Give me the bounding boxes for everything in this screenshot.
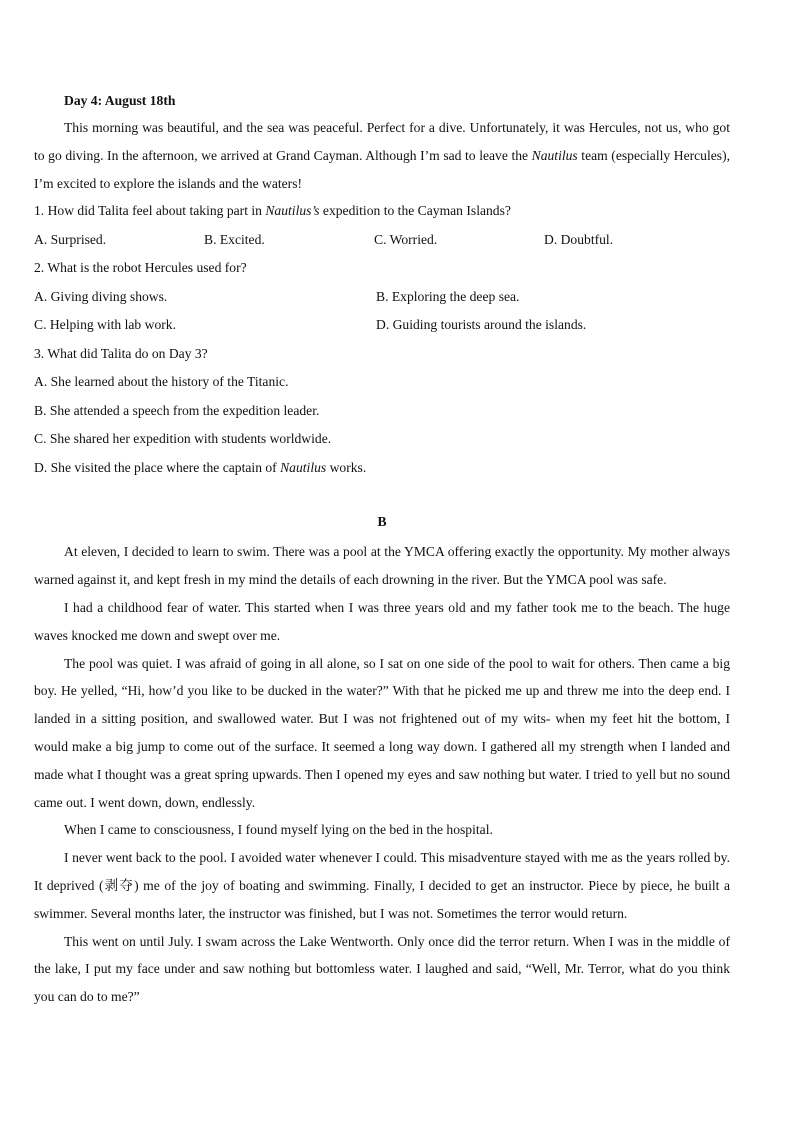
option-b[interactable]: B. Exploring the deep sea. [376, 288, 520, 304]
question-1 [34, 197, 730, 254]
passage-b-paragraph: This went on until July. I swam across the Lake Wentworth. Only once did the terror return. When I was in the middle of the lake, I put my face under and saw nothing but bottomless water. I laughed and said, “Well, Mr. Terror, what do you think you can do to me?” [34, 933, 730, 1005]
passage-b-paragraph: At eleven, I decided to learn to swim. There was a pool at the YMCA offering exactly the opportunity. My mother always warned against it, and kept fresh in my mind the details of each drowning in the river. But the YMCA pool was safe. [34, 544, 730, 588]
option-d[interactable]: D. She visited the place where the captain of Nautilus works. [34, 459, 367, 475]
option-c[interactable]: C. Worried. [374, 231, 438, 247]
section-b-title: B [377, 514, 387, 530]
day-heading: Day 4: August 18th [64, 93, 176, 108]
day4-paragraph: This morning was beautiful, and the sea was peaceful. Perfect for a dive. Unfortunately, it was Hercules, not us, who got to go diving. In the afternoon, we arrived at Grand Cayman. Although I’m sad to leave the Nautilus team (especially Hercules), I’m excited to explore the islands and the waters! [34, 120, 730, 191]
question-3 [34, 340, 730, 483]
passage-b-paragraph: The pool was quiet. I was afraid of going in all alone, so I sat on one side of the pool to wait for others. Then came a big boy. He yelled, “Hi, how’d you like to be ducked in the water?” With that he picked me up and threw me into the deep end. I landed in a sitting position, and swallowed water. But I was not frightened out of my wits- when my feet hit the bottom, I would make a big jump to come out of the surface. It seemed a long way down. I gathered all my strength when I landed and made what I thought was a great spring upwards. Then I opened my eyes and saw nothing but water. I tried to yell but no sound came out. I went down, down, endlessly. [34, 655, 730, 810]
option-a[interactable]: A. Giving diving shows. [34, 288, 168, 304]
option-d[interactable]: D. Guiding tourists around the islands. [376, 317, 587, 333]
question-stem: 2. What is the robot Hercules used for? [34, 260, 247, 276]
option-a[interactable]: A. She learned about the history of the Titanic. [34, 374, 289, 390]
option-row [34, 226, 730, 255]
option-a[interactable]: A. Surprised. [34, 231, 107, 247]
question-stem: 1. How did Talita feel about taking part in Nautilus’s expedition to the Cayman Islands? [34, 203, 511, 219]
passage-b-paragraph: I never went back to the pool. I avoided water whenever I could. This misadventure stayed with me as the years rolled by. It deprived (剥夺) me of the joy of boating and swimming. Finally, I decided to get an instructor. Piece by piece, he built a swimmer. Several months later, the instructor was finished, but I was not. Sometimes the terror would return. [34, 850, 730, 921]
option-b[interactable]: B. Excited. [204, 231, 265, 247]
option-b[interactable]: B. She attended a speech from the expedition leader. [34, 402, 320, 418]
question-stem: 3. What did Talita do on Day 3? [34, 345, 208, 361]
option-row [34, 311, 730, 340]
option-c[interactable]: C. She shared her expedition with students worldwide. [34, 431, 332, 447]
question-2 [34, 254, 730, 340]
option-row [34, 283, 730, 312]
passage-b-paragraph: I had a childhood fear of water. This started when I was three years old and my father took me to the beach. The huge waves knocked me down and swept over me. [34, 599, 730, 643]
page-content [34, 88, 730, 1011]
passage-b-paragraph: When I came to consciousness, I found myself lying on the bed in the hospital. [64, 822, 493, 838]
option-c[interactable]: C. Helping with lab work. [34, 317, 176, 333]
option-d[interactable]: D. Doubtful. [544, 231, 614, 247]
